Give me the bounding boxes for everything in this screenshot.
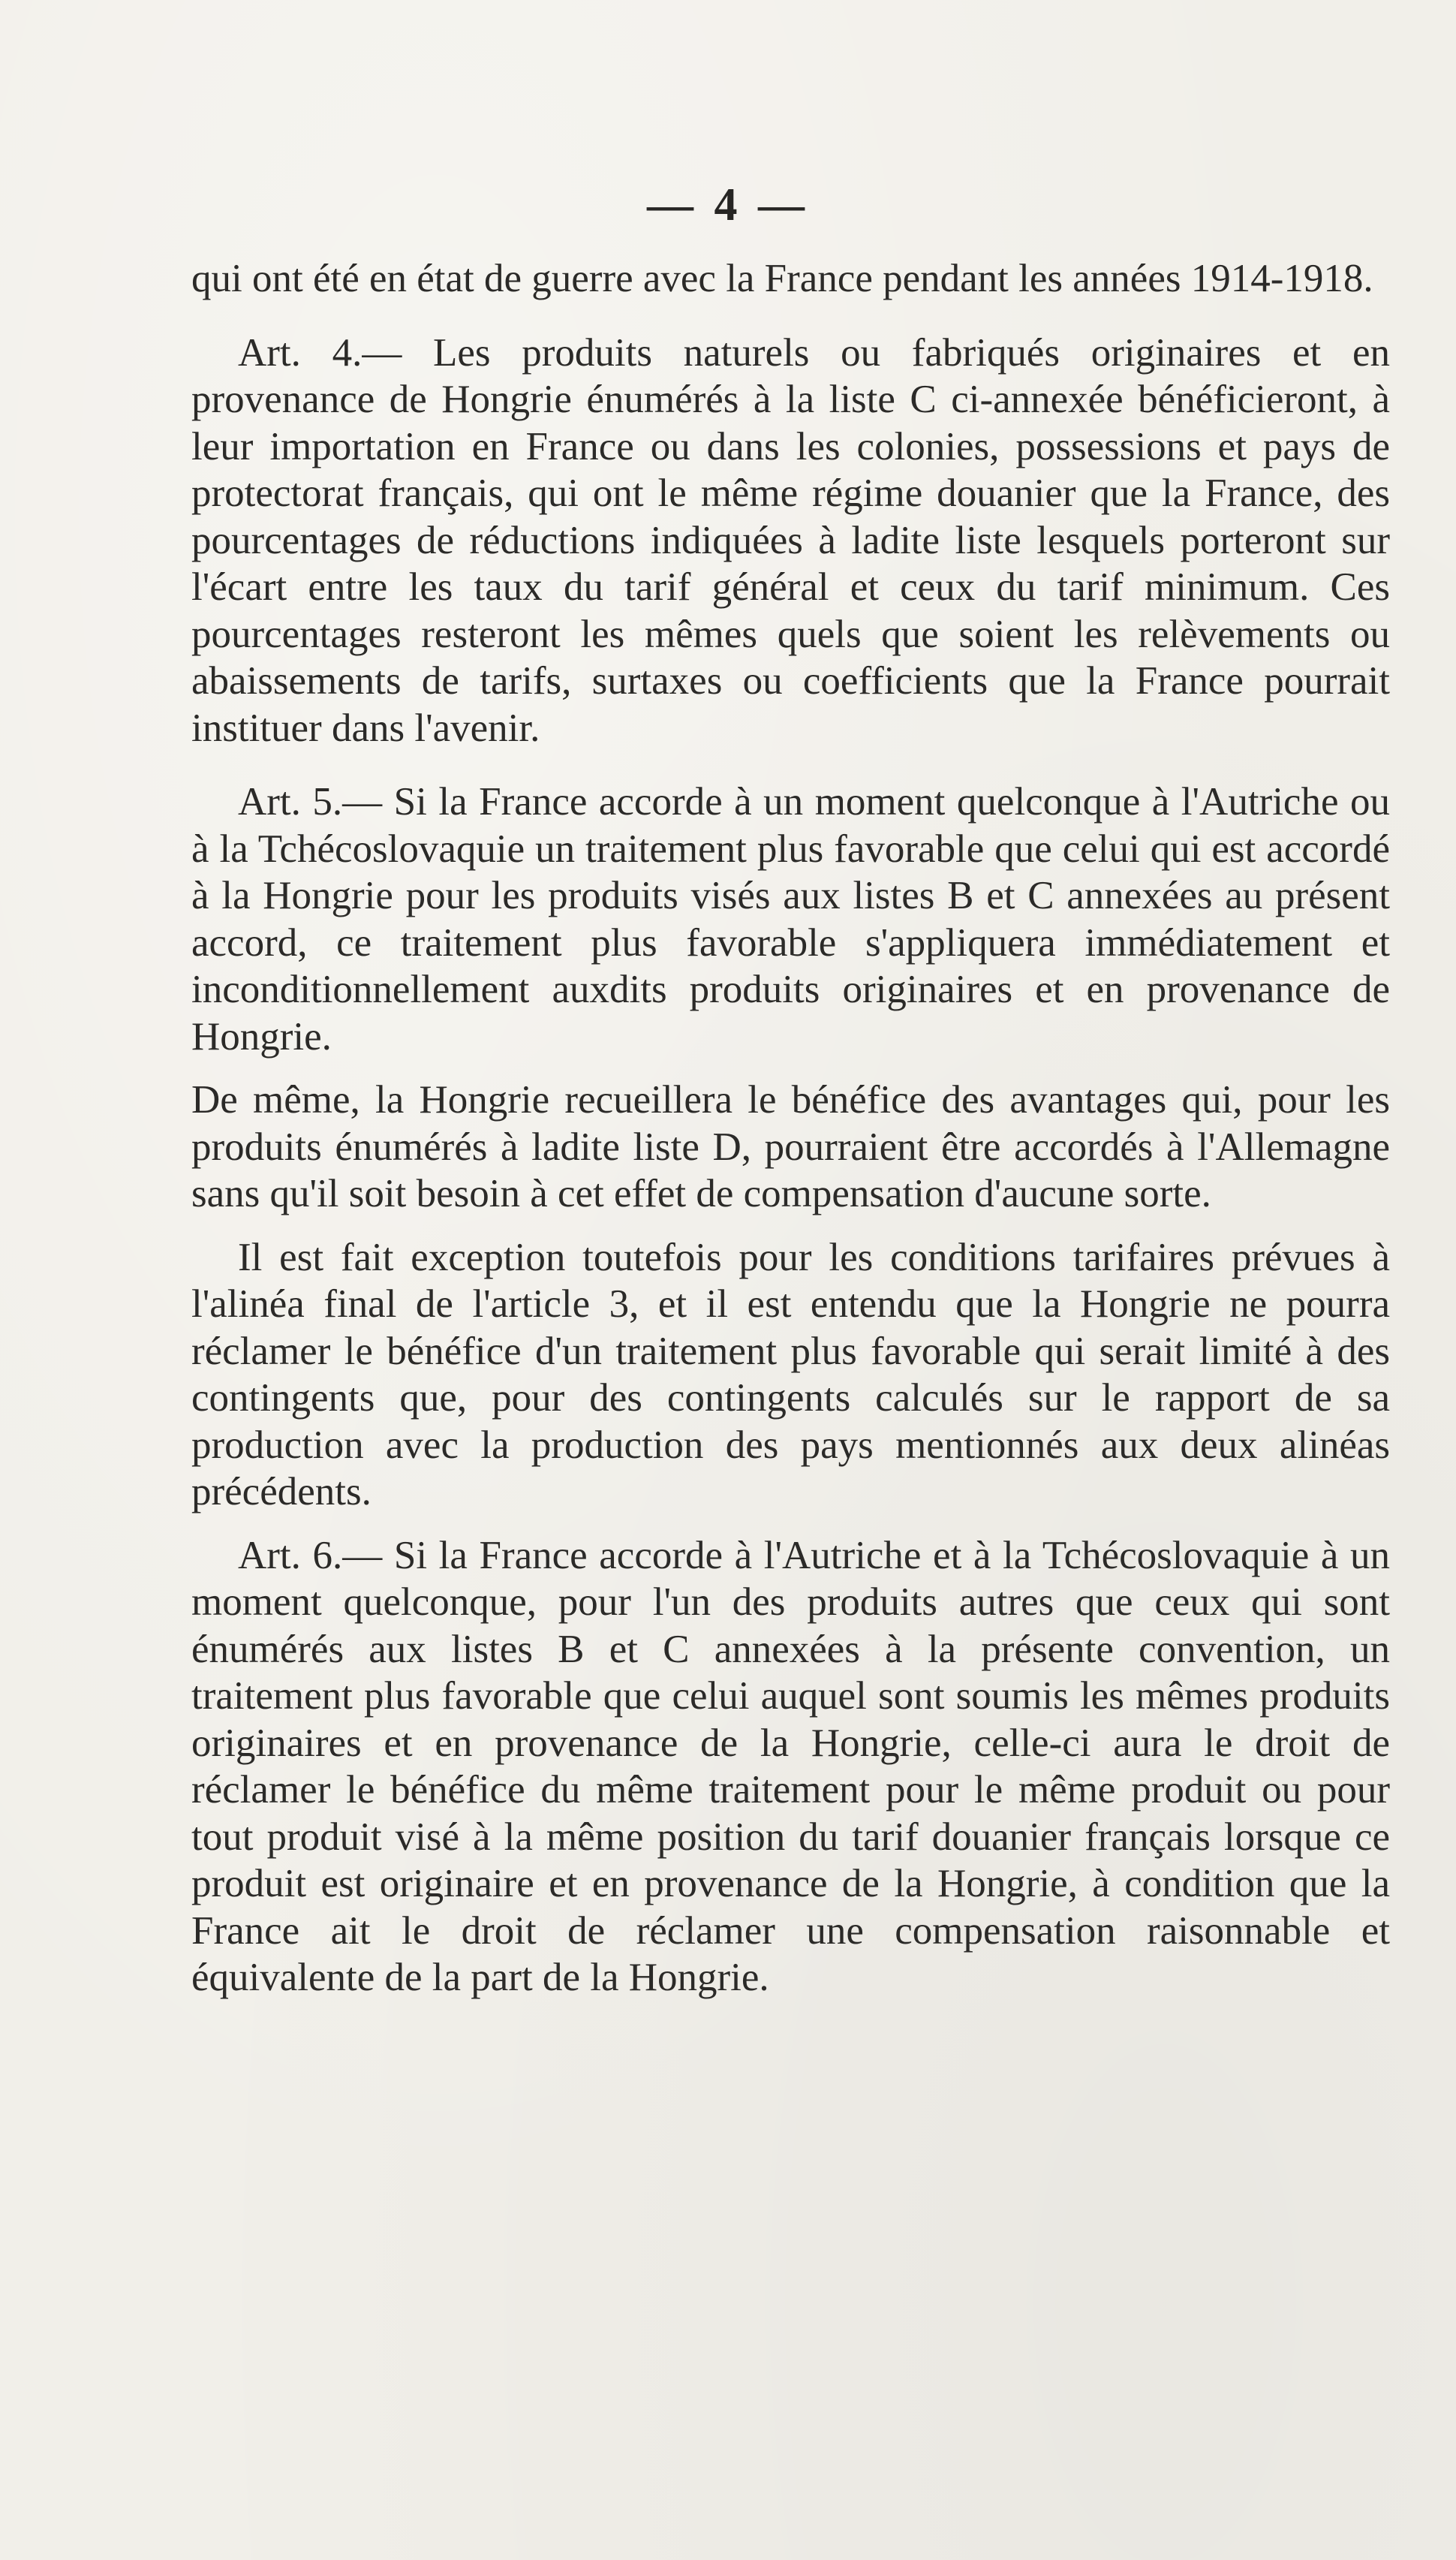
paragraph-article-4: Art. 4.— Les produits naturels ou fabriqués originaires et en provenance de Hongrie énumérés à la liste C ci-annexée bénéficieront, à leur importation en France ou dans les colonies, possessions et pays de protectorat français, qui ont le même régime douanier que la France, des pourcentages de réductions indiquées à ladite liste lesquels porteront sur l'écart entre les taux du tarif général et ceux du tarif minimum. Ces pourcentages resteront les mêmes quels que soient les relèvements ou abaissements de tarifs, surtaxes ou coefficients que la France pourrait instituer dans l'avenir. bbox=[191, 330, 1390, 750]
paragraph-de-meme: De même, la Hongrie recueillera le bénéfice des avantages qui, pour les produits énumérés à ladite liste D, pourraient être accordés à l'Allemagne sans qu'il soit besoin à cet effet de compensation d'aucune sorte. bbox=[191, 1078, 1390, 1215]
paragraph-exception: Il est fait exception toutefois pour les conditions tarifaires prévues à l'alinéa final de l'article 3, et il est entendu que la Hongrie ne pourra réclamer le bénéfice d'un traitement plus favorable qui serait limité à des contingents que, pour des contingents calculés sur le rapport de sa production avec la production des pays mentionnés aux deux alinéas précédents. bbox=[191, 1235, 1390, 1513]
paragraph-article-6: Art. 6.— Si la France accorde à l'Autriche et à la Tchécoslovaquie à un moment quelconque, pour l'un des produits autres que ceux qui sont énumérés aux listes B et C annexées à la présente convention, un traitement plus favorable que celui auquel sont soumis les mêmes produits originaires et en provenance de la Hongrie, celle-ci aura le droit de réclamer le bénéfice du même traitement pour le même produit ou pour tout produit visé à la même position du tarif douanier français lorsque ce produit est originaire et en provenance de la Hongrie, à condition que la France ait le droit de réclamer une compensation raisonnable et équivalente de la part de la Hongrie. bbox=[191, 1533, 1390, 1999]
paragraph-article-5: Art. 5.— Si la France accorde à un moment quelconque à l'Autriche ou à la Tchécoslovaquie un traitement plus favorable que celui qui est accordé à la Hongrie pour les produits visés aux listes B et C annexées au présent accord, ce traitement plus favorable s'appliquera immédiatement et inconditionnellement auxdits produits originaires et en provenance de Hongrie. bbox=[191, 780, 1390, 1059]
paragraph-continuation: qui ont été en état de guerre avec la France pendant les années 1914-1918. bbox=[191, 257, 1373, 300]
page-number: — 4 — bbox=[647, 179, 809, 230]
body-text bbox=[191, 255, 1390, 2001]
